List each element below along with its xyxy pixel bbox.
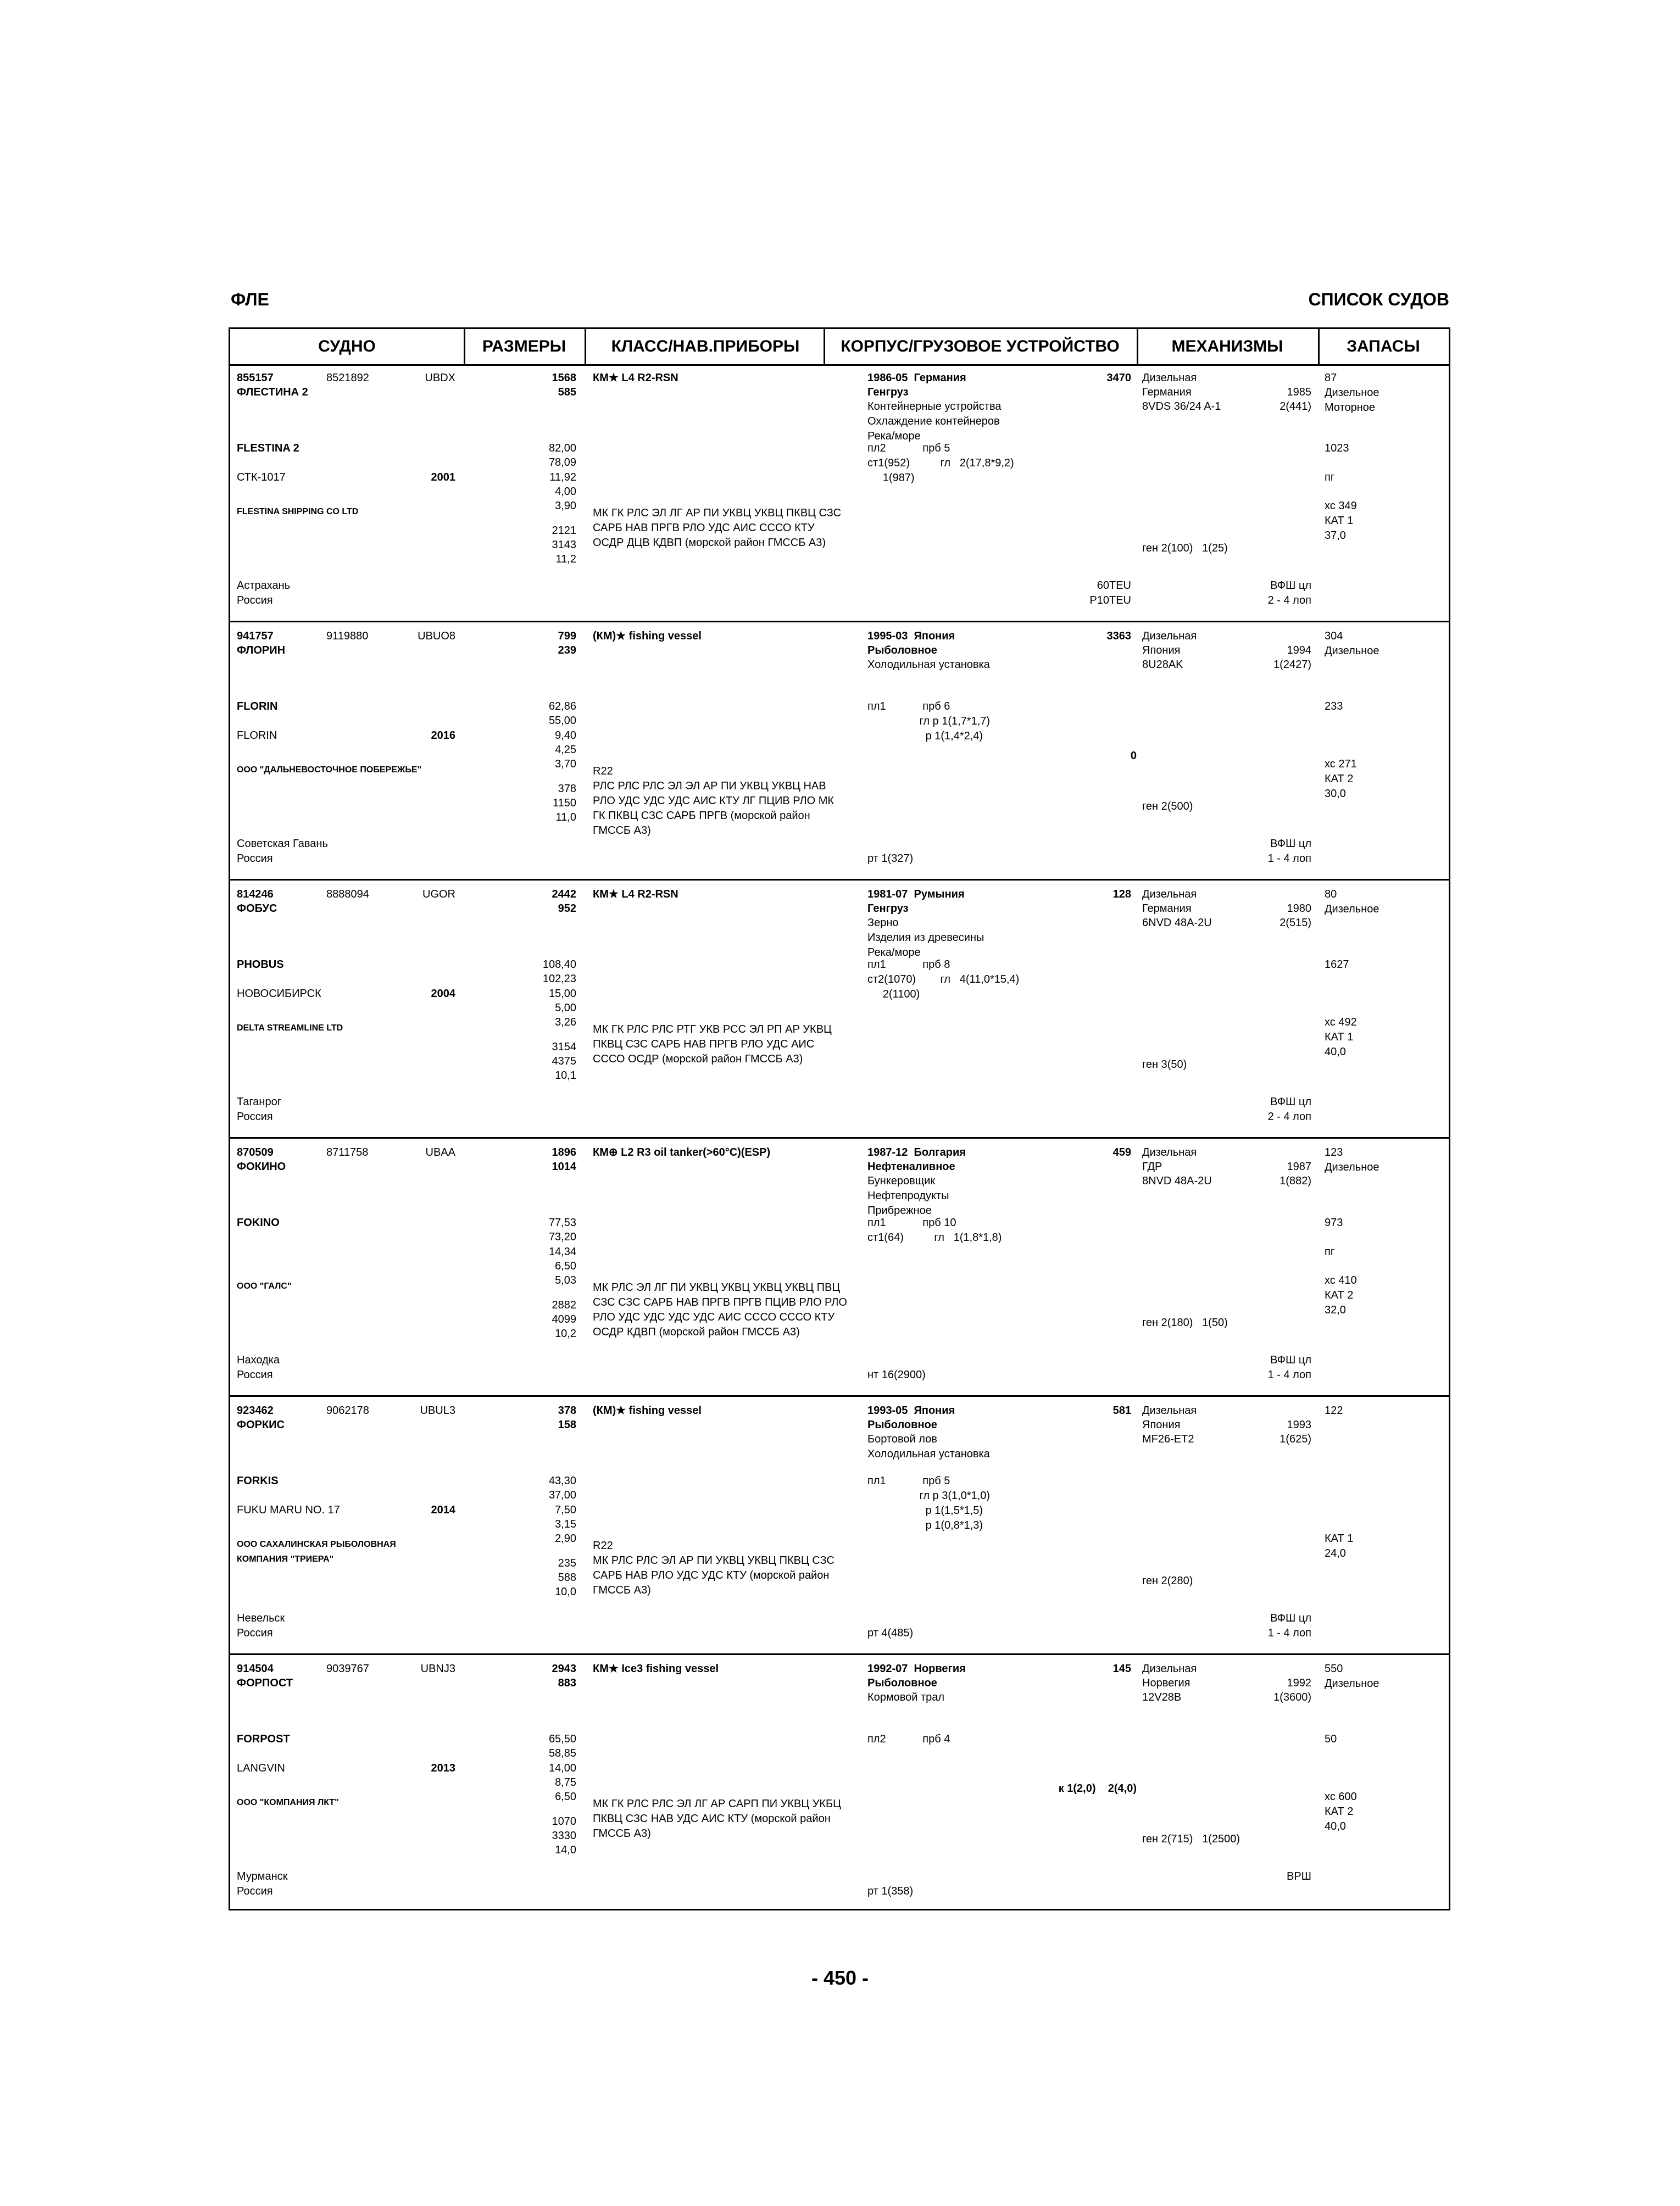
hull-built: 1993-05 Япония [867, 1405, 955, 1417]
ship-imo: 8521892 [326, 372, 369, 384]
mech-country: Япония [1142, 1419, 1181, 1431]
mech-country: Германия [1142, 386, 1192, 398]
mech-type: Дизельная [1142, 1146, 1197, 1158]
ship-dimension-value: 7,50 [555, 1504, 576, 1516]
ship-dimension-value: 10,1 [555, 1069, 576, 1082]
ship-country: Россия [237, 1111, 273, 1123]
hull-type: Рыболовное [867, 1677, 937, 1689]
ship-dimension-value: 3330 [552, 1830, 576, 1842]
ship-owner: FLESTINA SHIPPING CO LTD [237, 507, 359, 516]
mech-count: 2(515) [1280, 917, 1311, 929]
mech-model: 8NVD 48A-2U [1142, 1175, 1212, 1187]
mech-count: 1(882) [1280, 1175, 1311, 1187]
hull-description: Кормовой трал [867, 1691, 945, 1703]
supplies-top: 123 Дизельное [1325, 1146, 1379, 1173]
supplies-mid: 233 [1325, 700, 1343, 712]
ship-dimension-value: 4,25 [555, 744, 576, 756]
hull-number: 3363 [1106, 630, 1131, 642]
ship-dimension-value: 11,0 [555, 811, 576, 823]
deck-info: пл1 прб 6 гл р 1(1,7*1,7) р 1(1,4*2,4) [867, 700, 991, 742]
ship-nav-equipment: R22 РЛС РЛС РЛС ЭЛ ЭЛ АР ПИ УКВЦ УКВЦ НАВ РЛО УДС УДС УДС АИС КТУ ЛГ ПЦИВ РЛО МК ГК ПКВЦ СЗС САРБ ПРГВ (морской район ГМССБ А3) [593, 765, 835, 837]
ship-register-table [229, 327, 1450, 1910]
ship-call-sign: UBNJ3 [420, 1663, 455, 1675]
mech-type: Дизельная [1142, 1663, 1197, 1675]
ship-call-sign: UGOR [422, 888, 455, 900]
ship-dimension-value: 6,50 [555, 1260, 576, 1272]
ship-owner: ООО "ГАЛС" [237, 1282, 292, 1291]
ship-owner: ООО "ДАЛЬНЕВОСТОЧНОЕ ПОБЕРЕЖЬЕ" [237, 765, 422, 775]
ship-dimension-value: 799 [558, 630, 576, 642]
mech-screw: ВФШ цл 1 - 4 лоп [1267, 1612, 1311, 1639]
ship-class: (КМ)★ fishing vessel [593, 1405, 702, 1417]
ship-name: ФЛЕСТИНА 2 [237, 386, 308, 398]
ship-build-flag-year: 2004 [431, 988, 455, 1000]
hull-description: Контейнерные устройства Охлаждение контейнеров Река/море [867, 400, 1002, 442]
ship-name: ФЛОРИН [237, 644, 286, 656]
hull-type: Генгруз [867, 386, 909, 398]
ship-dimension-value: 73,20 [548, 1231, 576, 1243]
ship-dimension-value: 11,2 [555, 553, 576, 565]
col-ship: СУДНО [318, 337, 376, 355]
ship-owner: DELTA STREAMLINE LTD [237, 1023, 343, 1033]
hull-description: Зерно Изделия из древесины Река/море [867, 917, 984, 959]
ship-dimension-value: 78,09 [548, 456, 576, 469]
mech-count: 1(2427) [1273, 659, 1311, 671]
mech-year: 1994 [1287, 644, 1311, 656]
mech-country: Норвегия [1142, 1677, 1191, 1689]
ship-name: ФОРКИС [237, 1419, 285, 1431]
ship-latin-name: FLORIN [237, 700, 278, 712]
mech-screw: ВФШ цл 1 - 4 лоп [1267, 838, 1311, 865]
mech-type: Дизельная [1142, 888, 1197, 900]
ship-dimension-value: 1070 [552, 1815, 576, 1828]
hull-type: Генгруз [867, 903, 909, 915]
deck-info: пл2 прб 4 [867, 1733, 950, 1745]
ship-nav-equipment: МК ГК РЛС РЛС РТГ УКВ РСС ЭЛ РП АР УКВЦ ПКВЦ СЗС САРБ НАВ ПРГВ РЛО УДС АИС СССО ОСДР (морской район ГМССБ А3) [593, 1023, 832, 1065]
ship-dimension-value: 1150 [552, 797, 576, 809]
mech-year: 1993 [1287, 1419, 1311, 1431]
ship-call-sign: UBUO8 [418, 630, 455, 642]
header-left: ФЛЕ [231, 289, 269, 309]
cargo-bottom: нт 16(2900) [867, 1369, 926, 1381]
supplies-mid: 1023 [1325, 442, 1349, 454]
ship-entry [230, 881, 1449, 1139]
ship-former-name: СТК-1017 [237, 471, 286, 483]
hull-built: 1992-07 Норвегия [867, 1663, 966, 1675]
ship-build-flag-year: 2014 [431, 1504, 455, 1516]
mech-type: Дизельная [1142, 630, 1197, 642]
ship-latin-name: FORKIS [237, 1475, 279, 1487]
header-right: СПИСОК СУДОВ [1308, 289, 1449, 309]
hull-type: Рыболовное [867, 1419, 937, 1431]
ship-entry [230, 1397, 1449, 1655]
ship-dimension-value: 62,86 [548, 700, 576, 712]
ship-dimension-value: 82,00 [548, 442, 576, 454]
ship-latin-name: FORPOST [237, 1733, 290, 1745]
deck-info: пл1 прб 10 ст1(64) гл 1(1,8*1,8) [867, 1217, 1002, 1244]
ship-dimension-value: 883 [558, 1677, 576, 1689]
mech-generators: ген 2(715) 1(2500) [1142, 1833, 1240, 1845]
ship-imo: 8888094 [326, 888, 369, 900]
supplies-top: 550 Дизельное [1325, 1663, 1379, 1690]
page-header [231, 289, 1449, 317]
ship-dimension-value: 588 [558, 1572, 576, 1584]
ship-build-flag-year: 2013 [431, 1762, 455, 1774]
ship-owner: ООО "КОМПАНИЯ ЛКТ" [237, 1798, 339, 1807]
hull-number: 581 [1112, 1405, 1131, 1417]
ship-dimension-value: 4375 [552, 1055, 576, 1067]
ship-nav-equipment: МК ГК РЛС ЭЛ ЛГ АР ПИ УКВЦ УКВЦ ПКВЦ СЗС САРБ НАВ ПРГВ РЛО УДС АИС СССО КТУ ОСДР ДЦВ КДВП (морской район ГМССБ А3) [593, 507, 842, 549]
supplies-bottom: хс 349 КАТ 1 37,0 [1325, 500, 1357, 542]
mech-year: 1992 [1287, 1677, 1311, 1689]
ship-country: Россия [237, 1627, 273, 1639]
mech-model: MF26-ET2 [1142, 1433, 1194, 1445]
deck-info: пл1 прб 8 ст2(1070) гл 4(11,0*15,4) 2(1100) [867, 959, 1020, 1000]
ship-name: ФОРПОСТ [237, 1677, 293, 1689]
ship-dimension-value: 3154 [552, 1041, 576, 1053]
ship-class: (КМ)★ fishing vessel [593, 630, 702, 642]
ship-dimension-value: 1568 [552, 372, 576, 384]
ship-imo: 8711758 [326, 1146, 369, 1158]
ship-class: КМ★ Ice3 fishing vessel [593, 1663, 719, 1675]
ship-imo: 9119880 [326, 630, 369, 642]
ship-latin-name: FOKINO [237, 1217, 280, 1229]
cargo-bottom: рт 1(358) [867, 1885, 914, 1897]
ship-port: Советская Гавань [237, 838, 328, 850]
supplies-mid: 973 [1325, 1217, 1343, 1229]
ship-dimension-value: 1896 [552, 1146, 576, 1158]
ship-nav-equipment: МК РЛС ЭЛ ЛГ ПИ УКВЦ УКВЦ УКВЦ УКВЦ ПВЦ СЗС СЗС САРБ НАВ ПРГВ ПРГВ ПЦИВ РЛО РЛО РЛО УДС УДС УДС УДС АИС СССО СССО КТУ ОСДР КДВП (морской район ГМССБ А3) [593, 1282, 847, 1338]
ship-dimension-value: 952 [558, 903, 576, 915]
hull-number: 3470 [1106, 372, 1131, 384]
ship-build-flag-year: 2016 [431, 729, 455, 742]
ship-port: Таганрог [237, 1096, 282, 1108]
ship-port: Астрахань [237, 580, 291, 592]
ship-country: Россия [237, 1885, 273, 1897]
ship-dimension-value: 2882 [552, 1299, 576, 1311]
col-class: КЛАСС/НАВ.ПРИБОРЫ [611, 337, 800, 355]
mech-country: ГДР [1142, 1161, 1162, 1173]
hull-number: 128 [1112, 888, 1131, 900]
ship-entry [230, 1139, 1449, 1397]
hull-number: 145 [1112, 1663, 1131, 1675]
mech-count: 2(441) [1280, 400, 1311, 413]
deck-info: пл1 прб 5 гл р 3(1,0*1,0) р 1(1,5*1,5) р 1(0,8*1,3) [867, 1475, 991, 1531]
mech-year: 1980 [1287, 903, 1311, 915]
ship-dimension-value: 3,15 [555, 1518, 576, 1530]
ship-dimension-value: 11,92 [549, 471, 576, 483]
ship-dimension-value: 235 [558, 1557, 576, 1569]
supplies-top: 87 Дизельное Моторное [1325, 372, 1379, 414]
ship-entry [230, 364, 1449, 622]
supplies-mid2: пг [1325, 471, 1335, 483]
supplies-top: 80 Дизельное [1325, 888, 1379, 915]
mech-screw: ВРШ [1286, 1870, 1311, 1882]
cargo-bottom: рт 4(485) [867, 1627, 914, 1639]
ship-reg-number: 855157 [237, 372, 274, 384]
ship-dimension-value: 14,00 [548, 1762, 576, 1774]
ship-call-sign: UBUL3 [420, 1405, 455, 1417]
ship-dimension-value: 55,00 [548, 715, 576, 727]
ship-dimension-value: 43,30 [548, 1475, 576, 1487]
ship-dimension-value: 108,40 [542, 959, 576, 971]
ship-dimension-value: 58,85 [548, 1747, 576, 1759]
mech-generators: ген 2(100) 1(25) [1142, 542, 1228, 554]
ship-nav-equipment: МК ГК РЛС РЛС ЭЛ ЛГ АР САРП ПИ УКВЦ УКБЦ ПКВЦ СЗС НАВ УДС АИС КТУ (морской район ГМССБ А3) [593, 1798, 841, 1840]
mech-model: 6NVD 48A-2U [1142, 917, 1212, 929]
ship-former-name: FUKU MARU NO. 17 [237, 1504, 340, 1516]
supplies-mid: 50 [1325, 1733, 1337, 1745]
ship-port: Находка [237, 1354, 280, 1366]
cargo-extra: к 1(2,0) 2(4,0) [1058, 1782, 1137, 1795]
ship-country: Россия [237, 853, 273, 865]
hull-description: Холодильная установка [867, 659, 990, 671]
ship-dimension-value: 8,75 [555, 1776, 576, 1789]
mech-count: 1(3600) [1273, 1691, 1311, 1703]
ship-dimension-value: 5,03 [555, 1274, 576, 1286]
mech-model: 12V28B [1142, 1691, 1182, 1703]
ship-former-name: FLORIN [237, 729, 277, 742]
ship-dimension-value: 37,00 [548, 1489, 576, 1501]
ship-dimension-value: 10,0 [555, 1586, 576, 1598]
mech-type: Дизельная [1142, 372, 1197, 384]
col-dimensions: РАЗМЕРЫ [482, 337, 566, 355]
ship-dimension-value: 4,00 [555, 486, 576, 498]
ship-dimension-value: 239 [558, 644, 576, 656]
ship-port: Мурманск [237, 1870, 288, 1882]
col-hull: КОРПУС/ГРУЗОВОЕ УСТРОЙСТВО [841, 337, 1120, 355]
ship-country: Россия [237, 1369, 273, 1381]
ship-imo: 9062178 [326, 1405, 369, 1417]
hull-number: 459 [1112, 1146, 1131, 1158]
ship-dimension-value: 15,00 [548, 988, 576, 1000]
hull-built: 1986-05 Германия [867, 372, 966, 384]
ship-dimension-value: 158 [558, 1419, 576, 1431]
ship-dimension-value: 2121 [552, 525, 576, 537]
deck-info: пл2 прб 5 ст1(952) гл 2(17,8*9,2) 1(987) [867, 442, 1014, 484]
hull-built: 1995-03 Япония [867, 630, 955, 642]
ship-dimension-value: 378 [558, 1405, 576, 1417]
ship-dimension-value: 14,0 [555, 1844, 576, 1856]
mech-year: 1985 [1287, 386, 1311, 398]
supplies-top: 304 Дизельное [1325, 630, 1379, 657]
ship-dimension-value: 1014 [552, 1161, 576, 1173]
supplies-top: 122 [1325, 1405, 1343, 1417]
mech-generators: ген 2(280) [1142, 1575, 1193, 1587]
ship-imo: 9039767 [326, 1663, 369, 1675]
supplies-bottom: КАТ 1 24,0 [1325, 1533, 1354, 1559]
ship-dimension-value: 77,53 [548, 1217, 576, 1229]
ship-owner: ООО САХАЛИНСКАЯ РЫБОЛОВНАЯ КОМПАНИЯ "ТРИЕРА" [237, 1540, 396, 1564]
ship-former-name: LANGVIN [237, 1762, 285, 1774]
ship-class: КМ★ L4 R2-RSN [593, 372, 678, 384]
col-machinery: МЕХАНИЗМЫ [1171, 337, 1283, 355]
ship-former-name: НОВОСИБИРСК [237, 988, 321, 1000]
ship-latin-name: FLESTINA 2 [237, 442, 299, 454]
hull-description: Бортовой лов Холодильная установка [867, 1433, 990, 1460]
hull-built: 1987-12 Болгария [867, 1146, 966, 1158]
hull-type: Рыболовное [867, 644, 937, 656]
ship-dimension-value: 9,40 [555, 729, 576, 742]
supplies-mid2: пг [1325, 1246, 1335, 1258]
mech-country: Япония [1142, 644, 1181, 656]
ship-build-flag-year: 2001 [431, 471, 455, 483]
ship-country: Россия [237, 594, 273, 606]
mech-screw: ВФШ цл 2 - 4 лоп [1267, 1096, 1311, 1123]
ship-dimension-value: 2442 [552, 888, 576, 900]
ship-dimension-value: 3,70 [555, 758, 576, 770]
mech-generators: ген 2(500) [1142, 800, 1193, 812]
mech-generators: ген 2(180) 1(50) [1142, 1317, 1228, 1329]
supplies-bottom: хс 492 КАТ 1 40,0 [1325, 1016, 1357, 1058]
mech-year: 1987 [1287, 1161, 1311, 1173]
ship-name: ФОБУС [237, 903, 277, 915]
ship-nav-equipment: R22 МК РЛС РЛС ЭЛ АР ПИ УКВЦ УКВЦ ПКВЦ СЗС САРБ НАВ РЛО УДС УДС КТУ (морской район ГМССБ А3) [593, 1540, 835, 1596]
mech-model: 8VDS 36/24 A-1 [1142, 400, 1221, 413]
ship-reg-number: 914504 [237, 1663, 274, 1675]
ship-dimension-value: 3,26 [555, 1016, 576, 1028]
ship-dimension-value: 10,2 [555, 1328, 576, 1340]
ship-dimension-value: 6,50 [555, 1791, 576, 1803]
ship-dimension-value: 3,90 [555, 500, 576, 512]
ship-port: Невельск [237, 1612, 285, 1624]
ship-name: ФОКИНО [237, 1161, 286, 1173]
mech-count: 1(625) [1280, 1433, 1311, 1445]
ship-dimension-value: 4099 [552, 1313, 576, 1325]
ship-dimension-value: 585 [558, 386, 576, 398]
ship-dimension-value: 65,50 [548, 1733, 576, 1745]
supplies-bottom: хс 410 КАТ 2 32,0 [1325, 1274, 1357, 1316]
mech-screw: ВФШ цл 1 - 4 лоп [1267, 1354, 1311, 1381]
mech-generators: ген 3(50) [1142, 1059, 1187, 1071]
column-headers [230, 329, 1449, 366]
ship-reg-number: 941757 [237, 630, 274, 642]
ship-reg-number: 870509 [237, 1146, 274, 1158]
mech-type: Дизельная [1142, 1405, 1197, 1417]
cargo-containers: 60TEU Р10TEU [1089, 580, 1131, 606]
hull-description: Бункеровщик Нефтепродукты Прибрежное [867, 1175, 949, 1217]
mech-country: Германия [1142, 903, 1192, 915]
cargo-extra: 0 [1130, 750, 1137, 762]
ship-entry [230, 1655, 1449, 1913]
ship-dimension-value: 2943 [552, 1663, 576, 1675]
mech-screw: ВФШ цл 2 - 4 лоп [1267, 580, 1311, 606]
ship-dimension-value: 378 [558, 783, 576, 795]
mech-model: 8U28AK [1142, 659, 1183, 671]
ship-dimension-value: 5,00 [555, 1002, 576, 1014]
col-supplies: ЗАПАСЫ [1347, 337, 1420, 355]
ship-reg-number: 923462 [237, 1405, 274, 1417]
ship-class: КМ⊕ L2 R3 oil tanker(>60°C)(ESP) [593, 1146, 771, 1158]
ship-dimension-value: 3143 [552, 539, 576, 551]
hull-type: Нефтеналивное [867, 1161, 955, 1173]
page-number: - 450 - [811, 1967, 869, 1989]
ship-reg-number: 814246 [237, 888, 274, 900]
cargo-bottom: рт 1(327) [867, 853, 914, 865]
ship-entry [230, 622, 1449, 881]
ship-latin-name: PHOBUS [237, 959, 284, 971]
ship-dimension-value: 2,90 [555, 1533, 576, 1545]
ship-call-sign: UBDX [425, 372, 455, 384]
supplies-mid: 1627 [1325, 959, 1349, 971]
supplies-bottom: хс 271 КАТ 2 30,0 [1325, 758, 1357, 800]
supplies-bottom: хс 600 КАТ 2 40,0 [1325, 1791, 1357, 1832]
ship-dimension-value: 102,23 [542, 973, 576, 985]
ship-call-sign: UBAA [425, 1146, 455, 1158]
ship-class: КМ★ L4 R2-RSN [593, 888, 678, 900]
ship-dimension-value: 14,34 [548, 1246, 576, 1258]
hull-built: 1981-07 Румыния [867, 888, 965, 900]
